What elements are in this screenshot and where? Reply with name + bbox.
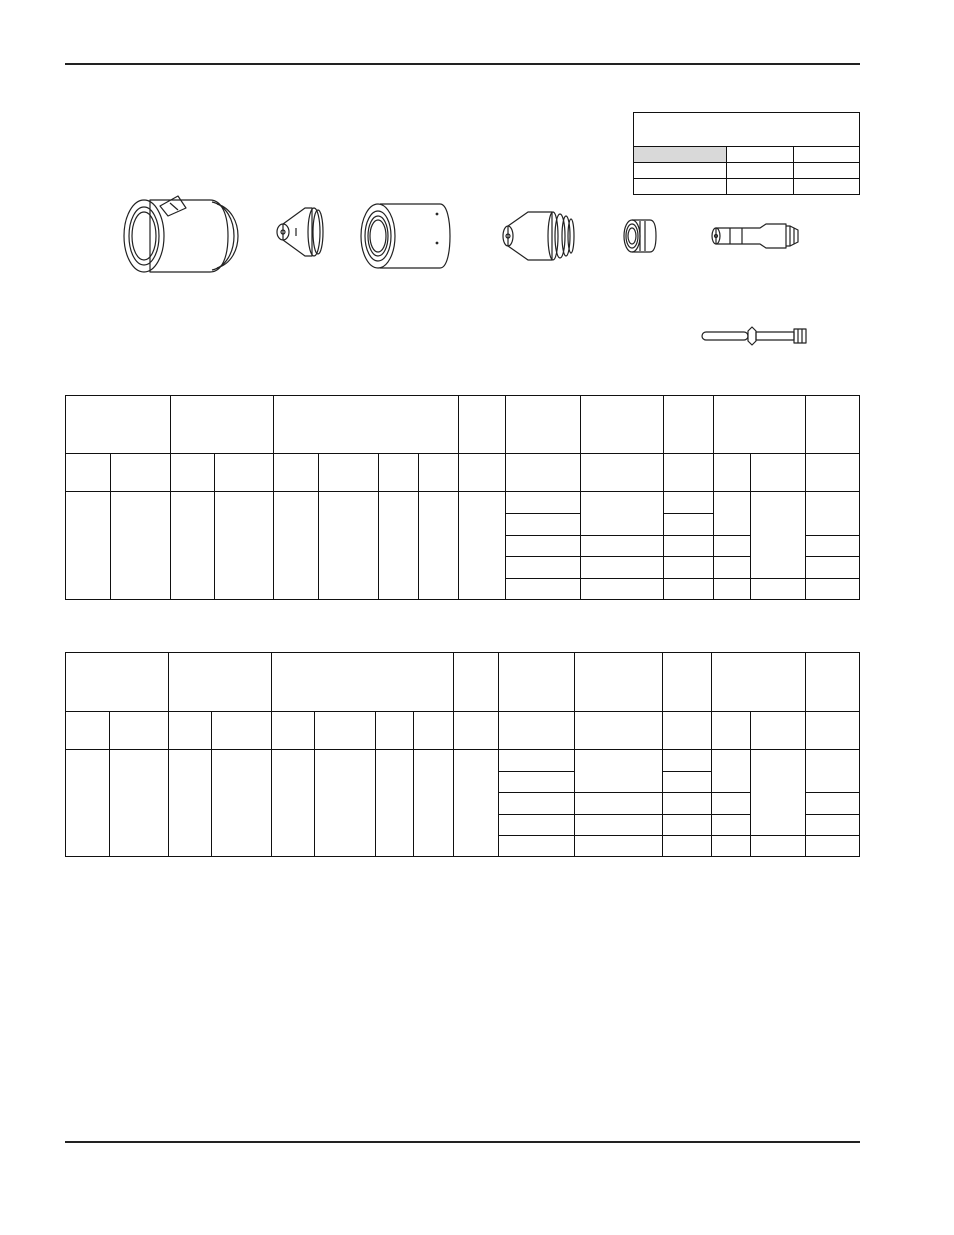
footer-rule	[65, 1141, 860, 1143]
nozzle-cap-icon	[277, 208, 323, 256]
retaining-cap-icon	[361, 204, 450, 268]
electrode-icon	[712, 224, 798, 248]
shield-icon	[124, 196, 238, 272]
nozzle-icon	[503, 212, 574, 260]
water-tube-icon	[702, 327, 806, 345]
swirl-ring-icon	[624, 220, 656, 252]
